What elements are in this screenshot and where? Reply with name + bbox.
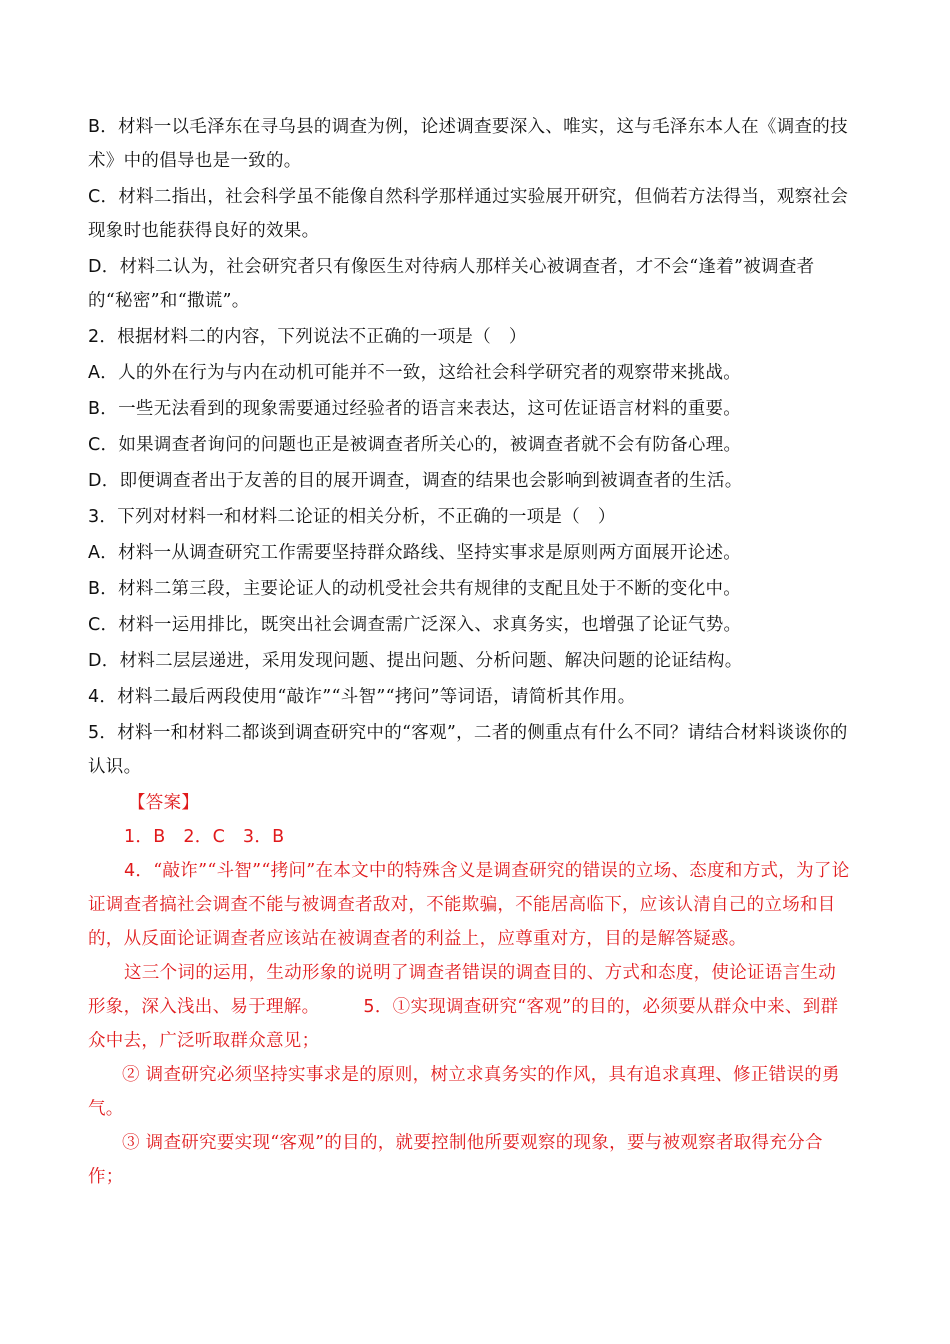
option-text: 一些无法看到的现象需要通过经验者的语言来表达，这可佐证语言材料的重要。 bbox=[118, 399, 742, 419]
q4-stem bbox=[88, 680, 850, 714]
option-label: C． bbox=[88, 187, 119, 207]
answer-text: ①实现调查研究“客观”的目的，必须要从群众中来、到群众中去，广泛听取群众意见； bbox=[88, 997, 839, 1051]
option-text: 材料二认为，社会研究者只有像医生对待病人那样关心被调查者，才不会“逢着”被调查者的“秘密”和“撒谎”。 bbox=[88, 257, 815, 311]
q1-option-c bbox=[88, 180, 850, 248]
q3-option-c bbox=[88, 608, 850, 642]
answer-text: 这三个词的运用，生动形象的说明了调查者错误的调查目的、方式和态度，使论证语言生动形象，深入浅出、易于理解。 bbox=[88, 963, 836, 1017]
question-text: 下列对材料一和材料二论证的相关分析，不正确的一项是（ ） bbox=[117, 507, 616, 527]
answer-heading: 【答案】 bbox=[128, 793, 200, 813]
answer-number: 5． bbox=[363, 997, 393, 1017]
question-number: 3． bbox=[88, 507, 118, 527]
answer-5-point-2: ② 调查研究必须坚持实事求是的原则，树立求真务实的作风，具有追求真理、修正错误的勇气。 bbox=[88, 1065, 840, 1119]
question-text: 材料一和材料二都谈到调查研究中的“客观”，二者的侧重点有什么不同？请结合材料谈谈你的认识。 bbox=[88, 723, 848, 777]
q2-option-a bbox=[88, 356, 850, 390]
option-text: 即便调查者出于友善的目的展开调查，调查的结果也会影响到被调查者的生活。 bbox=[119, 471, 743, 491]
option-text: 如果调查者询问的问题也正是被调查者所关心的，被调查者就不会有防备心理。 bbox=[118, 435, 742, 455]
question-text: 材料二最后两段使用“敲诈”“斗智”“拷问”等词语，请简析其作用。 bbox=[117, 687, 636, 707]
answer-multiple-choice: 1．B 2．C 3．B bbox=[124, 827, 285, 847]
q3-option-d bbox=[88, 644, 850, 678]
option-label: C． bbox=[88, 435, 119, 455]
option-label: D． bbox=[88, 257, 120, 277]
option-text: 材料一以毛泽东在寻乌县的调查为例，论述调查要深入、唯实，这与毛泽东本人在《调查的技术》中的倡导也是一致的。 bbox=[88, 117, 848, 171]
option-text: 材料一从调查研究工作需要坚持群众路线、坚持实事求是原则两方面展开论述。 bbox=[118, 543, 742, 563]
q2-option-b bbox=[88, 392, 850, 426]
question-number: 4． bbox=[88, 687, 118, 707]
option-text: 人的外在行为与内在动机可能并不一致，这给社会科学研究者的观察带来挑战。 bbox=[118, 363, 742, 383]
q1-option-d bbox=[88, 250, 850, 318]
option-label: A． bbox=[88, 363, 119, 383]
question-number: 2． bbox=[88, 327, 118, 347]
option-text: 材料一运用排比，既突出社会调查需广泛深入、求真务实，也增强了论证气势。 bbox=[118, 615, 742, 635]
option-label: C． bbox=[88, 615, 119, 635]
answer-4 bbox=[88, 854, 850, 956]
option-text: 材料二第三段，主要论证人的动机受社会共有规律的支配且处于不断的变化中。 bbox=[118, 579, 742, 599]
question-number: 5． bbox=[88, 723, 118, 743]
q2-stem bbox=[88, 320, 850, 354]
q2-option-d bbox=[88, 464, 850, 498]
answer-text: “敲诈”“斗智”“拷问”在本文中的特殊含义是调查研究的错误的立场、态度和方式，为了论证调查者搞社会调查不能与被调查者敌对，不能欺骗，不能居高临下，应该认清自己的立场和目的，从反面论证调查者应该站在被调查者的利益上，应尊重对方，目的是解答疑惑。 bbox=[88, 861, 850, 949]
q2-option-c bbox=[88, 428, 850, 462]
option-label: A． bbox=[88, 543, 119, 563]
q3-option-a bbox=[88, 536, 850, 570]
option-label: D． bbox=[88, 651, 120, 671]
option-label: B． bbox=[88, 399, 119, 419]
option-text: 材料二层层递进，采用发现问题、提出问题、分析问题、解决问题的论证结构。 bbox=[119, 651, 743, 671]
option-label: B． bbox=[88, 117, 119, 137]
q1-option-b bbox=[88, 110, 850, 178]
q3-stem bbox=[88, 500, 850, 534]
q5-stem bbox=[88, 716, 850, 784]
q3-option-b bbox=[88, 572, 850, 606]
answer-4-continued-and-5 bbox=[88, 956, 850, 1058]
document-page bbox=[88, 110, 850, 1194]
option-text: 材料二指出，社会科学虽不能像自然科学那样通过实验展开研究，但倘若方法得当，观察社会现象时也能获得良好的效果。 bbox=[88, 187, 849, 241]
question-text: 根据材料二的内容，下列说法不正确的一项是（ ） bbox=[117, 327, 527, 347]
option-label: D． bbox=[88, 471, 120, 491]
answer-number: 4． bbox=[124, 861, 154, 881]
option-label: B． bbox=[88, 579, 119, 599]
answer-5-point-3: ③ 调查研究要实现“客观”的目的，就要控制他所要观察的现象，要与被观察者取得充分合作； bbox=[88, 1133, 823, 1187]
